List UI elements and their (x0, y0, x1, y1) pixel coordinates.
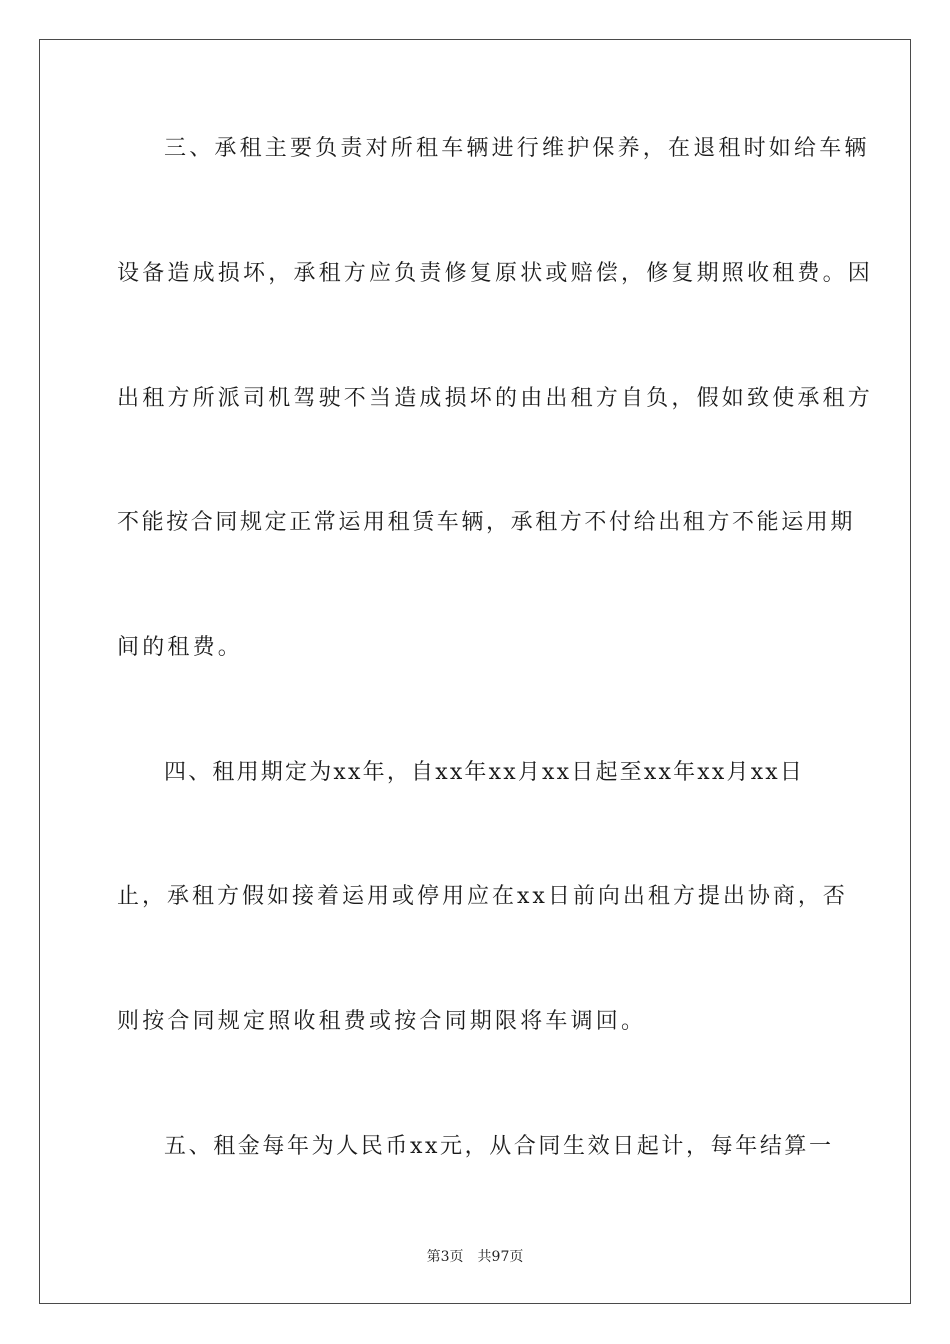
paragraph-4-line-1: 四、租用期定为xx年，自xx年xx月xx日起至xx年xx月xx日 (164, 760, 805, 785)
paragraph-4-line-2: 止，承租方假如接着运用或停用应在xx日前向出租方提出协商，否 (117, 884, 848, 909)
page-footer (0, 1248, 950, 1266)
paragraph-3-line-5: 间的租费。 (117, 635, 244, 660)
paragraph-4-line-3: 则按合同规定照收租费或按合同期限将车调回。 (117, 1009, 647, 1034)
paragraph-3-line-3: 出租方所派司机驾驶不当造成损坏的由出租方自负，假如致使承租方 (117, 386, 874, 411)
paragraph-3-line-1: 三、承租主要负责对所租车辆进行维护保养，在退租时如给车辆 (164, 136, 870, 161)
paragraph-3-line-4: 不能按合同规定正常运用租赁车辆，承租方不付给出租方不能运用期 (117, 510, 856, 535)
page-total: 共97页 (477, 1249, 524, 1265)
page-number: 第3页 (426, 1249, 464, 1265)
page-border (39, 39, 911, 1304)
paragraph-5-line-1: 五、租金每年为人民币xx元，从合同生效日起计，每年结算一 (164, 1134, 834, 1159)
paragraph-3-line-2: 设备造成损坏，承租方应负责修复原状或赔偿，修复期照收租费。因 (117, 261, 874, 286)
